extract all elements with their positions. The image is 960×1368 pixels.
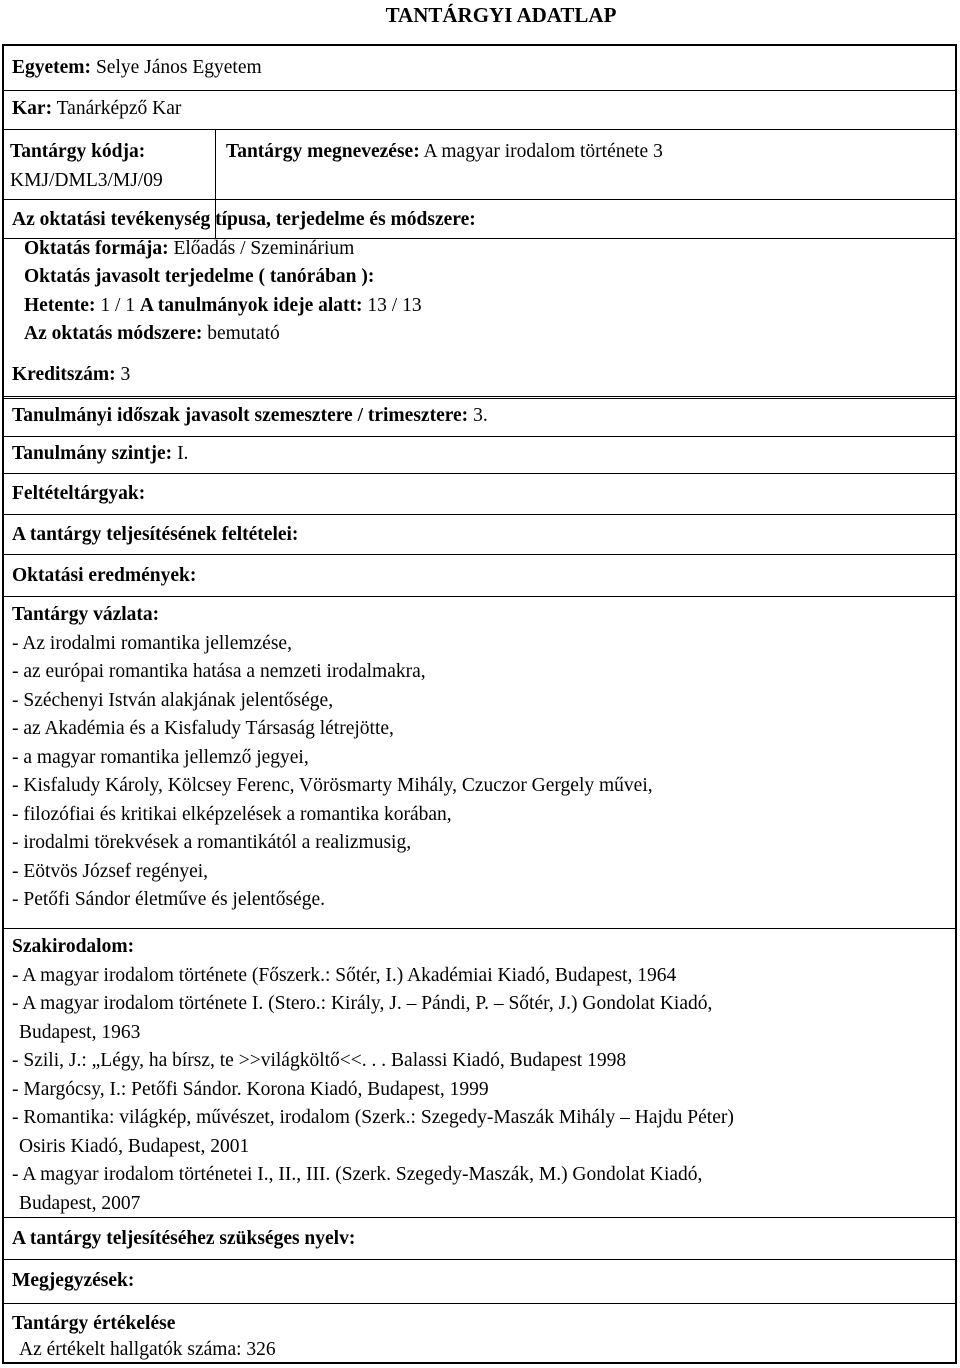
weekly-hours-label: Hetente: xyxy=(24,294,96,316)
credits-label: Kreditszám: xyxy=(12,364,116,385)
course-code-label: Tantárgy kódja: xyxy=(10,141,146,162)
teaching-method-label: Az oktatás módszere: xyxy=(24,323,203,344)
teaching-form-value: Előadás / Szeminárium xyxy=(173,237,355,259)
outline-item: - Petőfi Sándor életműve és jelentősége. xyxy=(12,889,325,910)
datasheet-table xyxy=(2,44,957,1364)
literature-item: - A magyar irodalom történetei I., II., III. (Szerk. Szegedy-Maszák, M.) Gondolat Kiadó, xyxy=(12,1164,703,1185)
prerequisites-row xyxy=(4,474,955,515)
outline-item: - Eötvös József regényei, xyxy=(12,860,209,882)
outline-item: - a magyar romantika jellemző jegyei, xyxy=(12,746,309,768)
outline-row xyxy=(4,597,955,929)
faculty-value: Tanárképző Kar xyxy=(56,98,182,119)
semester-row xyxy=(4,397,955,437)
document-title: TANTÁRGYI ADATLAP xyxy=(385,3,617,27)
course-code-value: KMJ/DML3/MJ/09 xyxy=(10,169,163,191)
university-label: Egyetem: xyxy=(12,57,92,78)
teaching-method-value: bemutató xyxy=(207,323,280,344)
level-label: Tanulmány szintje: xyxy=(12,443,173,464)
literature-item: Osiris Kiadó, Budapest, 2001 xyxy=(19,1135,250,1157)
study-period-value: 13 / 13 xyxy=(367,294,422,316)
credits-row xyxy=(4,356,955,397)
level-row xyxy=(4,437,955,474)
teaching-scope-label: Oktatás javasolt terjedelme ( tanórában ): xyxy=(24,266,375,287)
evaluated-students-label: Az értékelt hallgatók száma: xyxy=(19,1339,242,1360)
language-label: A tantárgy teljesítéséhez szükséges nyelv: xyxy=(12,1228,356,1249)
university-value: Selye János Egyetem xyxy=(95,57,262,78)
weekly-hours-value: 1 / 1 xyxy=(100,294,136,316)
study-period-label: A tanulmányok ideje alatt: xyxy=(139,294,363,316)
outline-label: Tantárgy vázlata: xyxy=(12,604,160,625)
level-value: I. xyxy=(177,443,189,464)
evaluated-students-value: 326 xyxy=(246,1339,276,1360)
outline-item: - az Akadémia és a Kisfaludy Társaság létrejötte, xyxy=(12,718,394,739)
outline-item: - Széchenyi István alakjának jelentősége, xyxy=(12,689,334,711)
outline-item: - Kisfaludy Károly, Kölcsey Ferenc, Vörösmarty Mihály, Czuczor Gergely művei, xyxy=(12,775,653,796)
literature-item: Budapest, 2007 xyxy=(19,1192,141,1214)
semester-label: Tanulmányi időszak javasolt szemesztere / trimesztere: xyxy=(12,405,469,426)
literature-item: - Margócsy, I.: Petőfi Sándor. Korona Kiadó, Budapest, 1999 xyxy=(12,1078,489,1100)
evaluation-row xyxy=(4,1304,955,1364)
activity-heading: Az oktatási tevékenység típusa, terjedelme és módszere: xyxy=(12,209,476,230)
completion-label: A tantárgy teljesítésének feltételei: xyxy=(12,524,299,545)
literature-item: - Szili, J.: „Légy, ha bírsz, te >>világköltő<<. . . Balassi Kiadó, Budapest 1998 xyxy=(12,1050,627,1071)
literature-item: - Romantika: világkép, művészet, irodalom (Szerk.: Szegedy-Maszák Mihály – Hajdu Péter) xyxy=(12,1107,734,1128)
faculty-row xyxy=(4,91,955,130)
completion-row xyxy=(4,515,955,555)
outline-item: - Az irodalmi romantika jellemzése, xyxy=(12,632,292,654)
faculty-label: Kar: xyxy=(12,98,53,119)
semester-value: 3. xyxy=(473,405,488,426)
outcomes-row xyxy=(4,555,955,597)
course-name-label: Tantárgy megnevezése: xyxy=(226,141,420,162)
evaluation-label: Tantárgy értékelése xyxy=(12,1313,176,1334)
notes-label: Megjegyzések: xyxy=(12,1270,135,1291)
course-name-value: A magyar irodalom története 3 xyxy=(423,141,663,162)
teaching-form-label: Oktatás formája: xyxy=(24,237,169,259)
literature-item: - A magyar irodalom története (Főszerk.: Sőtér, I.) Akadémiai Kiadó, Budapest, 1964 xyxy=(12,964,677,986)
prerequisites-label: Feltételtárgyak: xyxy=(12,483,146,504)
notes-row xyxy=(4,1260,955,1304)
literature-item: Budapest, 1963 xyxy=(19,1021,141,1043)
outline-item: - az európai romantika hatása a nemzeti irodalmakra, xyxy=(12,661,426,682)
university-row xyxy=(4,46,955,91)
credits-value: 3 xyxy=(120,364,131,385)
literature-item: - A magyar irodalom története I. (Stero.: Király, J. – Pándi, P. – Sőtér, J.) Gondolat Kiadó, xyxy=(12,993,713,1014)
outline-item: - irodalmi törekvések a romantikától a realizmusig, xyxy=(12,832,412,853)
literature-label: Szakirodalom: xyxy=(12,936,135,957)
literature-row xyxy=(4,929,955,1218)
outcomes-label: Oktatási eredmények: xyxy=(12,565,197,586)
outline-item: - filozófiai és kritikai elképzelések a romantika korában, xyxy=(12,803,452,825)
language-row xyxy=(4,1218,955,1260)
